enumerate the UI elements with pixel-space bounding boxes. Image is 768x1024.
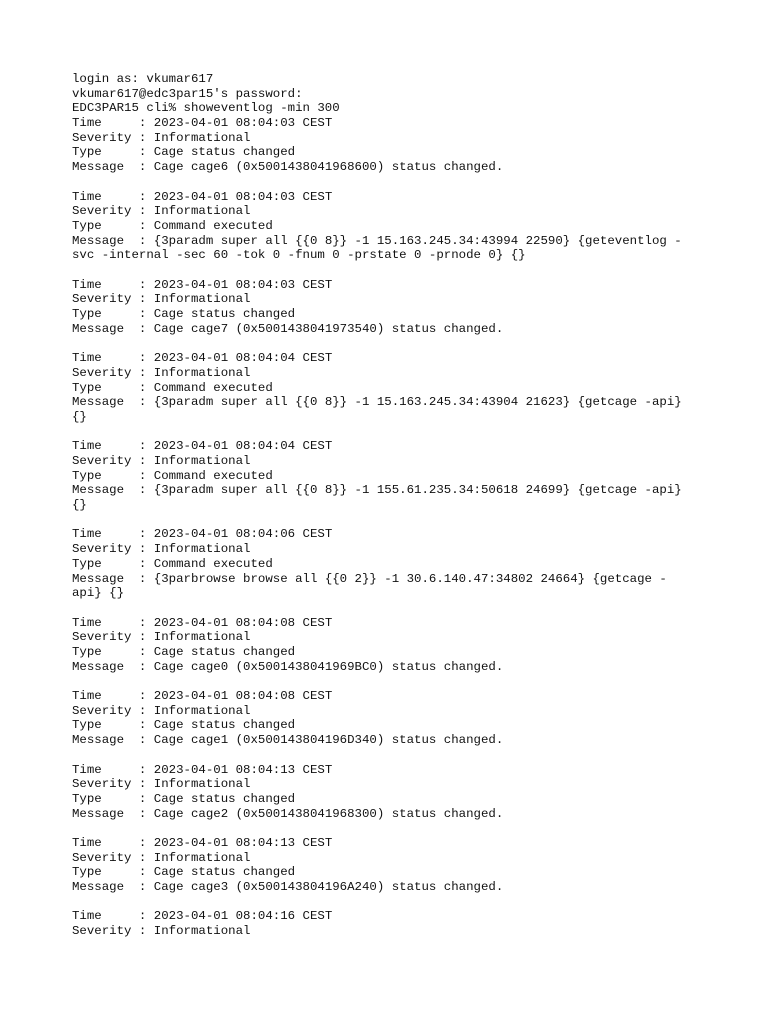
event-severity-label: Severity : [72,204,154,219]
event-entry [72,351,712,424]
event-severity-label: Severity : [72,453,154,468]
event-severity-label: Severity : [72,365,154,380]
event-separator [72,821,712,836]
event-time-value: 2023-04-01 08:04:04 CEST [153,351,333,366]
event-type-value: Cage status changed [153,718,296,733]
event-type-row [72,307,712,322]
event-entry [72,763,712,822]
event-message-row [72,733,692,748]
event-type-row [72,792,712,807]
event-time-value: 2023-04-01 08:04:16 CEST [153,909,333,924]
event-list [72,116,712,939]
event-separator [72,263,712,278]
event-severity-row [72,630,712,645]
event-message-label: Message : [72,395,154,410]
event-type-label: Type : [72,145,154,160]
event-severity-label: Severity : [72,777,154,792]
event-severity-row [72,454,712,469]
event-severity-row [72,542,712,557]
event-time-label: Time : [72,615,154,630]
event-severity-row [72,704,712,719]
event-time-label: Time : [72,439,154,454]
event-separator [72,425,712,440]
event-severity-row [72,204,712,219]
event-severity-label: Severity : [72,542,154,557]
event-type-row [72,645,712,660]
event-time-row [72,278,712,293]
event-time-row [72,689,712,704]
event-time-row [72,190,712,205]
event-entry [72,616,712,675]
event-type-label: Type : [72,718,154,733]
event-type-label: Type : [72,218,154,233]
event-message-row [72,395,692,424]
event-type-row [72,469,712,484]
event-type-label: Type : [72,468,154,483]
event-message-value: {3paradm super all {{0 8}} -1 15.163.245.34:43904 21623} {getcage -api} {} [72,395,690,424]
event-time-value: 2023-04-01 08:04:03 CEST [153,116,333,131]
event-severity-value: Informational [153,130,251,145]
event-message-label: Message : [72,571,154,586]
event-separator [72,513,712,528]
event-message-row [72,807,692,822]
event-severity-label: Severity : [72,850,154,865]
event-time-value: 2023-04-01 08:04:13 CEST [153,835,333,850]
event-entry [72,836,712,895]
event-time-value: 2023-04-01 08:04:04 CEST [153,439,333,454]
event-time-row [72,616,712,631]
event-type-value: Cage status changed [153,865,296,880]
event-message-row [72,322,692,337]
event-entry [72,689,712,748]
event-time-value: 2023-04-01 08:04:08 CEST [153,615,333,630]
event-severity-label: Severity : [72,292,154,307]
event-message-value: Cage cage3 (0x500143804196A240) status changed. [153,880,504,895]
event-time-value: 2023-04-01 08:04:06 CEST [153,527,333,542]
event-time-label: Time : [72,835,154,850]
event-entry [72,909,712,938]
event-type-value: Command executed [153,380,273,395]
event-severity-value: Informational [153,630,251,645]
event-time-row [72,351,712,366]
command-line: EDC3PAR15 cli% showeventlog -min 300 [72,101,340,116]
event-type-label: Type : [72,644,154,659]
event-severity-value: Informational [153,453,251,468]
event-severity-label: Severity : [72,703,154,718]
event-severity-row [72,366,712,381]
event-severity-value: Informational [153,703,251,718]
event-time-row [72,836,712,851]
event-type-row [72,557,712,572]
event-message-value: Cage cage1 (0x500143804196D340) status changed. [153,733,504,748]
event-time-value: 2023-04-01 08:04:03 CEST [153,277,333,292]
event-message-value: Cage cage7 (0x5001438041973540) status changed. [153,321,504,336]
event-type-value: Command executed [153,556,273,571]
event-time-row [72,909,712,924]
event-message-label: Message : [72,233,154,248]
event-time-row [72,116,712,131]
event-severity-value: Informational [153,365,251,380]
event-time-label: Time : [72,689,154,704]
event-type-value: Cage status changed [153,644,296,659]
event-severity-label: Severity : [72,130,154,145]
event-entry [72,116,712,175]
event-time-label: Time : [72,189,154,204]
event-message-label: Message : [72,880,154,895]
event-time-label: Time : [72,527,154,542]
event-message-label: Message : [72,806,154,821]
event-severity-row [72,851,712,866]
event-separator [72,336,712,351]
password-prompt: vkumar617@edc3par15's password: [72,86,303,101]
event-message-value: {3paradm super all {{0 8}} -1 155.61.235.34:50618 24699} {getcage -api} {} [72,483,690,513]
event-message-label: Message : [72,483,154,498]
event-severity-value: Informational [153,924,251,939]
event-severity-value: Informational [153,204,251,219]
login-line: login as: vkumar617 [72,72,214,86]
event-message-row [72,660,692,675]
event-separator [72,748,712,763]
event-type-value: Cage status changed [153,307,296,322]
event-separator [72,674,712,689]
event-time-label: Time : [72,762,154,777]
event-time-label: Time : [72,909,154,924]
event-time-label: Time : [72,116,154,131]
event-type-row [72,219,712,234]
event-severity-row [72,924,712,939]
event-time-value: 2023-04-01 08:04:13 CEST [153,762,333,777]
event-type-label: Type : [72,791,154,806]
event-type-label: Type : [72,307,154,322]
event-message-label: Message : [72,160,154,175]
event-message-label: Message : [72,659,154,674]
event-message-row [72,160,692,175]
event-entry [72,439,712,512]
event-entry [72,190,712,263]
terminal-log [72,72,712,939]
event-time-label: Time : [72,277,154,292]
event-message-value: {3parbrowse browse all {{0 2}} -1 30.6.140.47:34802 24664} {getcage -api} {} [72,571,667,601]
event-time-row [72,527,712,542]
event-message-value: Cage cage0 (0x5001438041969BC0) status changed. [153,659,504,674]
event-time-row [72,439,712,454]
event-severity-value: Informational [153,777,251,792]
event-severity-row [72,292,712,307]
event-entry [72,527,712,600]
event-type-row [72,865,712,880]
event-message-label: Message : [72,321,154,336]
event-type-value: Cage status changed [153,791,296,806]
event-message-label: Message : [72,733,154,748]
event-separator [72,175,712,190]
event-type-row [72,718,712,733]
event-message-row [72,483,692,512]
event-message-value: Cage cage2 (0x5001438041968300) status changed. [153,806,504,821]
event-message-row [72,880,692,895]
event-time-row [72,763,712,778]
event-time-value: 2023-04-01 08:04:03 CEST [153,189,333,204]
event-message-value: Cage cage6 (0x5001438041968600) status changed. [153,160,504,175]
event-message-value: {3paradm super all {{0 8}} -1 15.163.245.34:43994 22590} {geteventlog -svc -internal -sec 60 -tok 0 -fnum 0 -prstate 0 -prnode 0} {} [72,233,682,263]
event-separator [72,895,712,910]
event-severity-label: Severity : [72,924,154,939]
event-type-label: Type : [72,380,154,395]
event-separator [72,601,712,616]
event-severity-value: Informational [153,850,251,865]
event-severity-row [72,131,712,146]
event-severity-label: Severity : [72,630,154,645]
event-type-label: Type : [72,556,154,571]
event-time-label: Time : [72,351,154,366]
event-severity-value: Informational [153,542,251,557]
event-message-row [72,572,692,601]
event-entry [72,278,712,337]
event-type-value: Command executed [153,468,273,483]
event-type-row [72,145,712,160]
event-type-label: Type : [72,865,154,880]
event-severity-value: Informational [153,292,251,307]
event-message-row [72,234,692,263]
event-type-value: Command executed [153,218,273,233]
event-type-row [72,381,712,396]
event-type-value: Cage status changed [153,145,296,160]
event-time-value: 2023-04-01 08:04:08 CEST [153,689,333,704]
event-severity-row [72,777,712,792]
